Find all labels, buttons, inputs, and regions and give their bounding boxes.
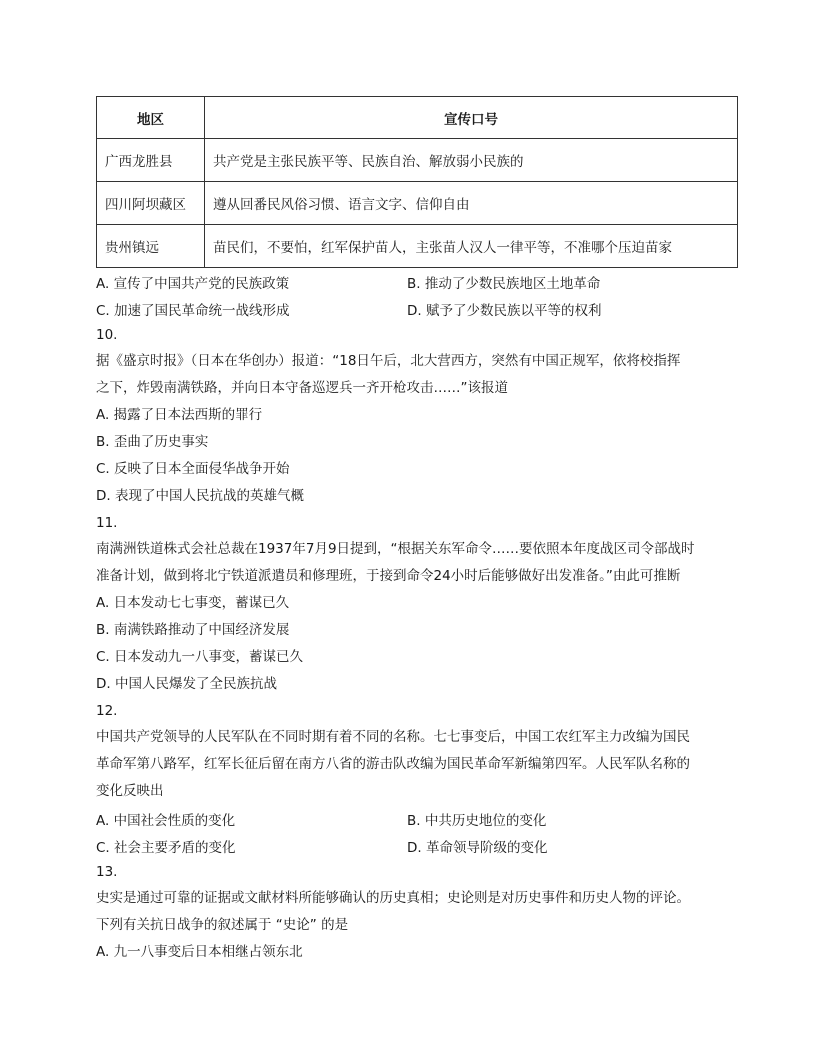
question-number: 10. bbox=[96, 327, 118, 343]
question-stem-line: 变化反映出 bbox=[96, 783, 164, 799]
question-12 bbox=[96, 698, 736, 859]
q12-option-a[interactable]: A. 中国社会性质的变化 bbox=[96, 812, 236, 829]
question-stem-line: 中国共产党领导的人民军队在不同时期有着不同的名称。七七事变后，中国工农红军主力改编为国民 bbox=[96, 729, 690, 745]
cell-slogan: 共产党是主张民族平等、民族自治、解放弱小民族的 bbox=[205, 139, 738, 182]
exam-page bbox=[96, 96, 736, 966]
question-stem-line: 史实是通过可靠的证据或文献材料所能够确认的历史真相；史论则是对历史事件和历史人物的评论。 bbox=[96, 890, 690, 906]
question-number: 13. bbox=[96, 864, 118, 880]
header-region: 地区 bbox=[97, 97, 205, 139]
table-row bbox=[97, 225, 738, 268]
q9-option-b[interactable]: B. 推动了少数民族地区土地革命 bbox=[407, 275, 601, 292]
q13-option-a[interactable]: A. 九一八事变后日本相继占领东北 bbox=[96, 944, 303, 960]
q11-option-d[interactable]: D. 中国人民爆发了全民族抗战 bbox=[96, 676, 277, 692]
q10-option-c[interactable]: C. 反映了日本全面侵华战争开始 bbox=[96, 461, 290, 477]
q11-option-b[interactable]: B. 南满铁路推动了中国经济发展 bbox=[96, 622, 290, 638]
question-stem-line: 下列有关抗日战争的叙述属于 “史论” 的是 bbox=[96, 917, 349, 933]
cell-region: 广西龙胜县 bbox=[97, 139, 205, 182]
cell-slogan: 遵从回番民风俗习惯、语言文字、信仰自由 bbox=[205, 182, 738, 225]
question-13 bbox=[96, 859, 736, 966]
q11-option-a[interactable]: A. 日本发动七七事变，蓄谋已久 bbox=[96, 595, 290, 611]
q9-option-d[interactable]: D. 赋予了少数民族以平等的权利 bbox=[407, 302, 602, 319]
q10-option-a[interactable]: A. 揭露了日本法西斯的罪行 bbox=[96, 407, 263, 423]
q9-option-a[interactable]: A. 宣传了中国共产党的民族政策 bbox=[96, 275, 290, 292]
question-stem-line: 革命军第八路军，红军长征后留在南方八省的游击队改编为国民革命军新编第四军。人民军队名称的 bbox=[96, 756, 690, 772]
q12-option-d[interactable]: D. 革命领导阶级的变化 bbox=[407, 839, 548, 856]
header-slogan: 宣传口号 bbox=[205, 97, 738, 139]
question-10 bbox=[96, 322, 736, 510]
cell-region: 贵州镇远 bbox=[97, 225, 205, 268]
question-stem-line: 据《盛京时报》（日本在华创办）报道：“18日午后，北大营西方，突然有中国正规军，依将校指挥 bbox=[96, 353, 681, 369]
q9-option-c[interactable]: C. 加速了国民革命统一战线形成 bbox=[96, 302, 290, 319]
question-stem-line: 南满洲铁道株式会社总裁在1937年7月9日提到，“根据关东军命令……要依照本年度战区司令部战时 bbox=[96, 541, 695, 557]
slogan-table bbox=[96, 96, 738, 268]
table-row bbox=[97, 139, 738, 182]
q12-option-c[interactable]: C. 社会主要矛盾的变化 bbox=[96, 839, 236, 856]
cell-slogan: 苗民们，不要怕，红军保护苗人，主张苗人汉人一律平等，不准哪个压迫苗家 bbox=[205, 225, 738, 268]
question-11 bbox=[96, 510, 736, 698]
question-stem-line: 准备计划，做到将北宁铁道派遣员和修理班，于接到命令24小时后能够做好出发准备。”由此可推断 bbox=[96, 568, 681, 584]
question-number: 11. bbox=[96, 515, 118, 531]
q11-option-c[interactable]: C. 日本发动九一八事变，蓄谋已久 bbox=[96, 649, 304, 665]
question-number: 12. bbox=[96, 703, 118, 719]
table-header-row bbox=[97, 97, 738, 139]
q9-options bbox=[96, 268, 736, 322]
q10-option-b[interactable]: B. 歪曲了历史事实 bbox=[96, 434, 209, 450]
q10-option-d[interactable]: D. 表现了中国人民抗战的英雄气概 bbox=[96, 488, 304, 504]
question-stem-line: 之下，炸毁南满铁路，并向日本守备巡逻兵一齐开枪攻击……”该报道 bbox=[96, 380, 508, 396]
cell-region: 四川阿坝藏区 bbox=[97, 182, 205, 225]
table-row bbox=[97, 182, 738, 225]
q12-option-b[interactable]: B. 中共历史地位的变化 bbox=[407, 812, 547, 829]
